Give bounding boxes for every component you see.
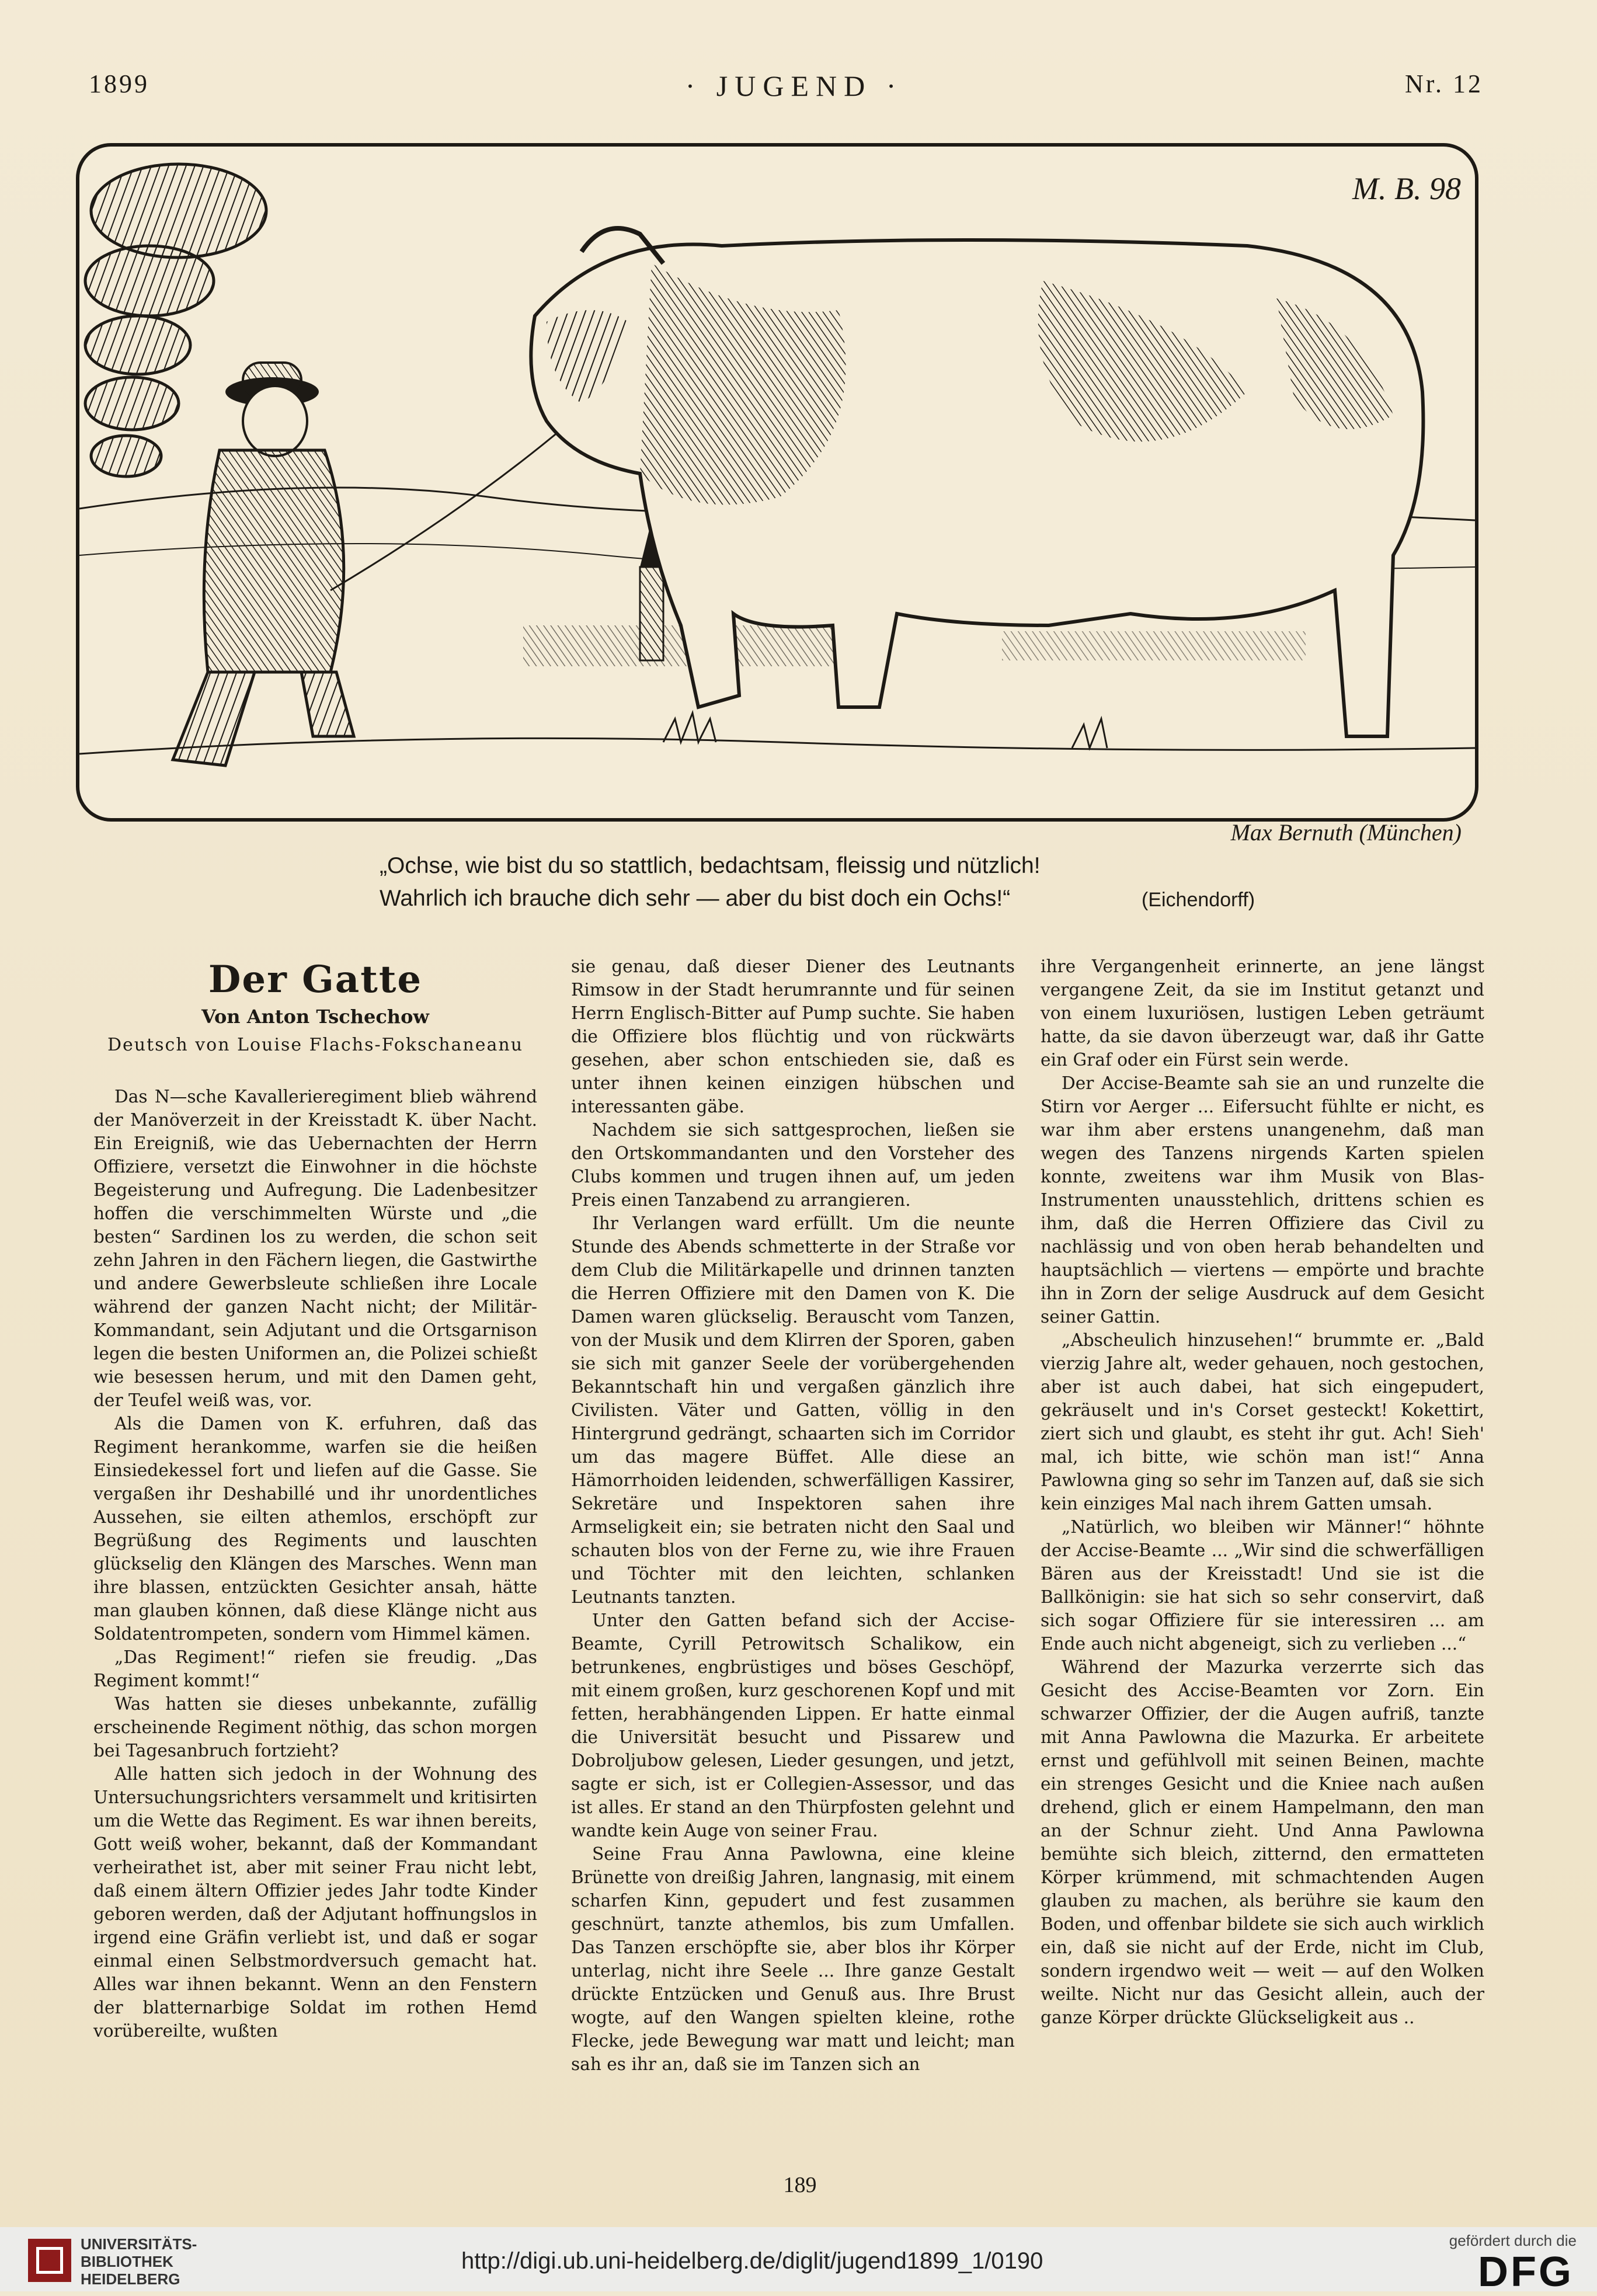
artist-monogram: M. B. 98 xyxy=(1352,171,1461,206)
institution-line: HEIDELBERG xyxy=(81,2270,180,2288)
permalink-url[interactable]: http://digi.ub.uni-heidelberg.de/diglit/jugend1899_1/0190 xyxy=(461,2248,1043,2274)
institution-line: BIBLIOTHEK xyxy=(81,2253,173,2270)
illustration-credit: Max Bernuth (München) xyxy=(1230,819,1462,846)
epigraph-quote xyxy=(380,850,1041,915)
header-issue-number: Nr. 12 xyxy=(1405,69,1483,98)
paragraph: Der Accise-Beamte sah sie an und runzelte die Stirn vor Aerger ... Eifersucht fühlte er nicht, es war ihm aber erstens unangenehm, daß man wegen des Tanzens nirgends Karten spielen konnte, zweitens war ihm Musik von Blas-Instrumenten unausstehlich, drittens schien es ihm, daß die Herren Offiziere das Civil zu nachlässig und von oben herab behandelten und hauptsächlich — viertens — empörte und brachte ihn in Zorn der selige Ausdruck auf dem Gesicht seiner Gattin. xyxy=(1041,1073,1484,1327)
story-translator: Deutsch von Louise Flachs-Fokschaneanu xyxy=(107,1035,524,1055)
paragraph: Unter den Gatten befand sich der Accise-Beamte, Cyrill Petrowitsch Schalikow, ein betrunkenes, engbrüstiges und böses Geschöpf, mit einem großen, kurz geschorenen Kopf und mit fetten, herabhängenden Lippen. Er hatte einmal die Universität besucht und Pissarew und Dobroljubow gelesen, Lieder gesungen, und jetzt, sagte er sich, ist er Collegien-Assessor, und das ist alles. Er stand an den Thürpfosten gelehnt und wandte kein Auge von seiner Frau. xyxy=(571,1610,1015,1841)
paragraph: ihre Vergangenheit erinnerte, an jene längst vergangene Zeit, da sie im Institut getanzt und von einem luxuriösen, lustigen Leben geträumt hatte, da sie davon überzeugt war, daß ihr Gatte ein Graf oder ein Fürst sein werde. xyxy=(1041,956,1484,1070)
paragraph: „Abscheulich hinzusehen!“ brummte er. „Bald vierzig Jahre alt, weder gehauen, noch gestochen, aber ist auch dabei, hat sich eingepudert, gekräuselt und in's Corset gesteckt! Kokettirt, ziert sich und glaubt, es steht ihr gut. Ach! Sieh' mal, ich bitte, wie schön man ist!“ Anna Pawlowna ging so sehr im Tanzen auf, daß sie sich kein einziges Mal nach ihrem Gatten umsah. xyxy=(1041,1330,1484,1514)
text-column-3 xyxy=(1041,955,1484,2029)
paragraph: Nachdem sie sich sattgesprochen, ließen sie den Ortskommandanten und den Vorsteher des Clubs kommen und trugen ihnen auf, um jeden Preis einen Tanzabend zu arrangieren. xyxy=(571,1120,1015,1210)
paragraph: Was hatten sie dieses unbekannte, zufällig erscheinende Regiment nöthig, das schon morgen bei Tagesanbruch fortzieht? xyxy=(93,1694,537,1761)
institution-line: UNIVERSITÄTS- xyxy=(81,2235,197,2253)
ox-illustration xyxy=(76,143,1478,822)
paragraph: Seine Frau Anna Pawlowna, eine kleine Brünette von dreißig Jahren, langnasig, mit einem scharfen Kinn, gepudert und fest zusammen geschnürt, tanzte athemlos, bis zum Umfallen. Das Tanzen erschöpfte sie, aber blos ihr Körper unterlag, nicht ihre Seele ... Ihre ganze Gestalt drückte Entzücken und Genuß aus. Ihre Brust wogte, auf den Wangen spielten kleine, rothe Flecke, jede Bewegung war matt und leicht; man sah es ihr an, daß sie im Tanzen sich an xyxy=(571,1844,1015,2074)
fungus-decoration xyxy=(85,164,266,476)
quote-line-2: Wahrlich ich brauche dich sehr — aber du bist doch ein Ochs!“ xyxy=(380,886,1011,911)
digitization-footer xyxy=(0,2227,1597,2295)
header-year: 1899 xyxy=(89,69,149,98)
funded-by-label: gefördert durch die xyxy=(1449,2232,1577,2249)
paragraph: sie genau, daß dieser Diener des Leutnants Rimsow in der Stadt herumrannte und für seinen Herrn Englisch-Bitter auf Pump suchte. Sie haben die Offiziere blos flüchtig und von rückwärts gesehen, aber schon entschieden sie, daß es unter ihnen keinen einzigen hübschen und interessanten gäbe. xyxy=(571,956,1015,1116)
quote-author: (Eichendorff) xyxy=(1142,889,1255,911)
university-logo-icon xyxy=(28,2239,71,2282)
paragraph: „Das Regiment!“ riefen sie freudig. „Das Regiment kommt!“ xyxy=(93,1647,537,1690)
peasant-man-figure xyxy=(173,363,354,766)
dfg-logo: DFG xyxy=(1478,2249,1574,2295)
page-number: 189 xyxy=(783,2173,817,2197)
paragraph: Als die Damen von K. erfuhren, daß das Regiment herankomme, warfen sie die heißen Einsiedekessel fort und liefen auf die Gasse. Sie vergaßen ihr Deshabillé und ihr unordentliches Aussehen, sie eilten athemlos, erschöpft zur Begrüßung des Regiments und lauschten glückselig den Klängen des Marsches. Wenn man ihre blassen, entzückten Gesichter ansah, hätte man glauben können, daß diese Klänge nicht aus Soldatentrompeten, sondern vom Himmel kämen. xyxy=(93,1414,537,1644)
paragraph: Ihr Verlangen ward erfüllt. Um die neunte Stunde des Abends schmetterte in der Straße vor dem Club die Militärkapelle und drinnen tanzten die Herren Offiziere mit den Damen von K. Die Damen waren glückselig. Berauscht vom Tanzen, von der Musik und dem Klirren der Sporen, gaben sie sich mit ganzer Seele der vorübergehenden Bekanntschaft hin und vergaßen gänzlich ihre Civilisten. Väter und Gatten, völlig in den Hintergrund gedrängt, schaarten sich im Corridor um das magere Büffet. Alle diese an Hämorrhoiden leidenden, schwerfälligen Kassirer, Sekretäre und Inspektoren sahen ihre Armseligkeit ein; sie betraten nicht den Saal und schauten blos von der Ferne zu, wie ihre Frauen und Töchter mit den leichten, schlanken Leutnants tanzten. xyxy=(571,1213,1015,1607)
paragraph: „Natürlich, wo bleiben wir Männer!“ höhnte der Accise-Beamte ... „Wir sind die schwerfälligen Bären aus der Kreisstadt! Und sie ist die Ballkönigin: sie hat sich so sehr conservirt, daß sich sogar Offiziere für sie interessiren ... am Ende auch nicht abgeneigt, sich zu verlieben ...“ xyxy=(1041,1517,1484,1654)
text-column-2 xyxy=(571,955,1015,2076)
header-title: · JUGEND · xyxy=(685,69,903,102)
quote-line-1: „Ochse, wie bist du so stattlich, bedachtsam, fleissig und nützlich! xyxy=(380,853,1041,878)
text-column-1 xyxy=(93,1085,537,2043)
paragraph: Alle hatten sich jedoch in der Wohnung des Untersuchungsrichters versammelt und kritisirten um die Wette das Regiment. Es war ihnen bereits, Gott weiß woher, bekannt, daß der Kommandant verheirathet ist, aber mit seiner Frau nicht lebt, daß einem ältern Offizier jedes Jahr todte Kinder geboren werden, daß der Adjutant hoffnungslos in irgend eine Gräfin verliebt ist, und daß er sogar einmal einen Selbstmordversuch gemacht hat. Alles war ihnen bekannt. Wenn an den Fenstern der blatternarbige Soldat im rothen Hemd vorübereilte, wußten xyxy=(93,1764,537,2041)
story-title: Der Gatte xyxy=(208,958,423,1001)
story-author: Von Anton Tschechow xyxy=(201,1006,429,1028)
paragraph: Das N—sche Kavallerieregiment blieb während der Manöverzeit in der Kreisstadt K. über Nacht. Ein Ereigniß, wie das Uebernachten der Herrn Offiziere, versetzt die Einwohner in die höchste Begeisterung und Aufregung. Die Ladenbesitzer hoffen die verschimmelten Würste und „die besten“ Sardinen los zu werden, die schon seit zehn Jahren in den Fächern liegen, die Gastwirthe und andere Gewerbsleute schließen ihre Locale während der ganzen Nacht nicht; der Militär-Kommandant, sein Adjutant und die Ortsgarnison legen die besten Uniformen an, die Polizei schießt wie besessen herum, und mit den Damen geht, der Teufel weiß was, vor. xyxy=(93,1087,537,1410)
paragraph: Während der Mazurka verzerrte sich das Gesicht des Accise-Beamten vor Zorn. Ein schwarzer Offizier, der die Augen aufriß, tanzte mit Anna Pawlowna die Mazurka. Er arbeitete ernst und gefühlvoll mit seinen Beinen, machte ein strenges Gesicht und die Kniee nach außen drehend, glich er einem Hampelmann, den man an der Schnur zieht. Und Anna Pawlowna bemühte sich bleich, zitternd, den ermatteten Körper krümmend, mit schmachtenden Augen glauben zu machen, als berühre sie kaum den Boden, und offenbar bildete sie sich auch wirklich ein, daß sie nicht auf der Erde, nicht im Club, sondern irgendwo weit — weit — auf den Wolken weilte. Nicht nur das Gesicht allein, auch der ganze Körper drückte Glückseligkeit aus .. xyxy=(1041,1657,1484,2027)
